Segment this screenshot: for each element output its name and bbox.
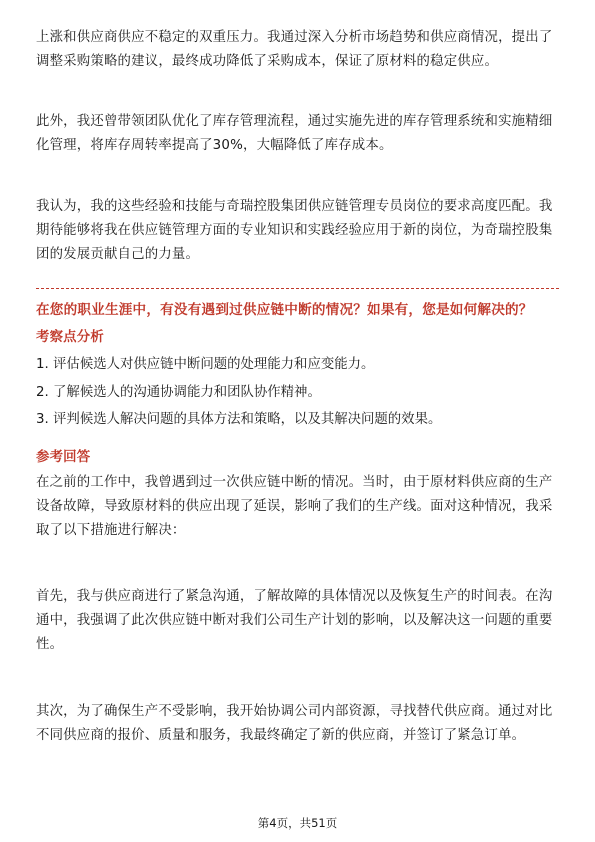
interview-question: 在您的职业生涯中，有没有遇到过供应链中断的情况？如果有，您是如何解决的？ [36,302,533,318]
analysis-heading: 考察点分析 [36,330,104,345]
answer-heading: 参考回答 [36,450,91,465]
paragraph-conclusion: 我认为，我的这些经验和技能与奇瑞控股集团供应链管理专员岗位的要求高度匹配。我期待能够将我在供应链管理方面的专业知识和实践经验应用于新的岗位，为奇瑞控股集团的发展贡献自己的力量。 [36,199,553,262]
analysis-item: 2. 了解候选人的沟通协调能力和团队协作精神。 [36,385,321,400]
analysis-item: 3. 评判候选人解决问题的具体方法和策略，以及其解决问题的效果。 [36,412,442,427]
answer-paragraph: 在之前的工作中，我曾遇到过一次供应链中断的情况。当时，由于原材料供应商的生产设备故障，导致原材料的供应出现了延误，影响了我们的生产线。面对这种情况，我采取了以下措施进行解决： [36,475,553,538]
page-number: 第4页，共51页 [257,816,338,830]
section-divider [36,288,559,289]
paragraph-inventory: 此外，我还曾带领团队优化了库存管理流程，通过实施先进的库存管理系统和实施精细化管理，将库存周转率提高了30%，大幅降低了库存成本。 [36,114,553,153]
answer-paragraph: 其次，为了确保生产不受影响，我开始协调公司内部资源，寻找替代供应商。通过对比不同供应商的报价、质量和服务，我最终确定了新的供应商，并签订了紧急订单。 [36,704,553,743]
paragraph-procurement: 上涨和供应商供应不稳定的双重压力。我通过深入分析市场趋势和供应商情况，提出了调整采购策略的建议，最终成功降低了采购成本，保证了原材料的稳定供应。 [36,30,553,69]
analysis-item: 1. 评估候选人对供应链中断问题的处理能力和应变能力。 [36,357,375,372]
answer-paragraph: 首先，我与供应商进行了紧急沟通，了解故障的具体情况以及恢复生产的时间表。在沟通中，我强调了此次供应链中断对我们公司生产计划的影响，以及解决这一问题的重要性。 [36,589,553,652]
